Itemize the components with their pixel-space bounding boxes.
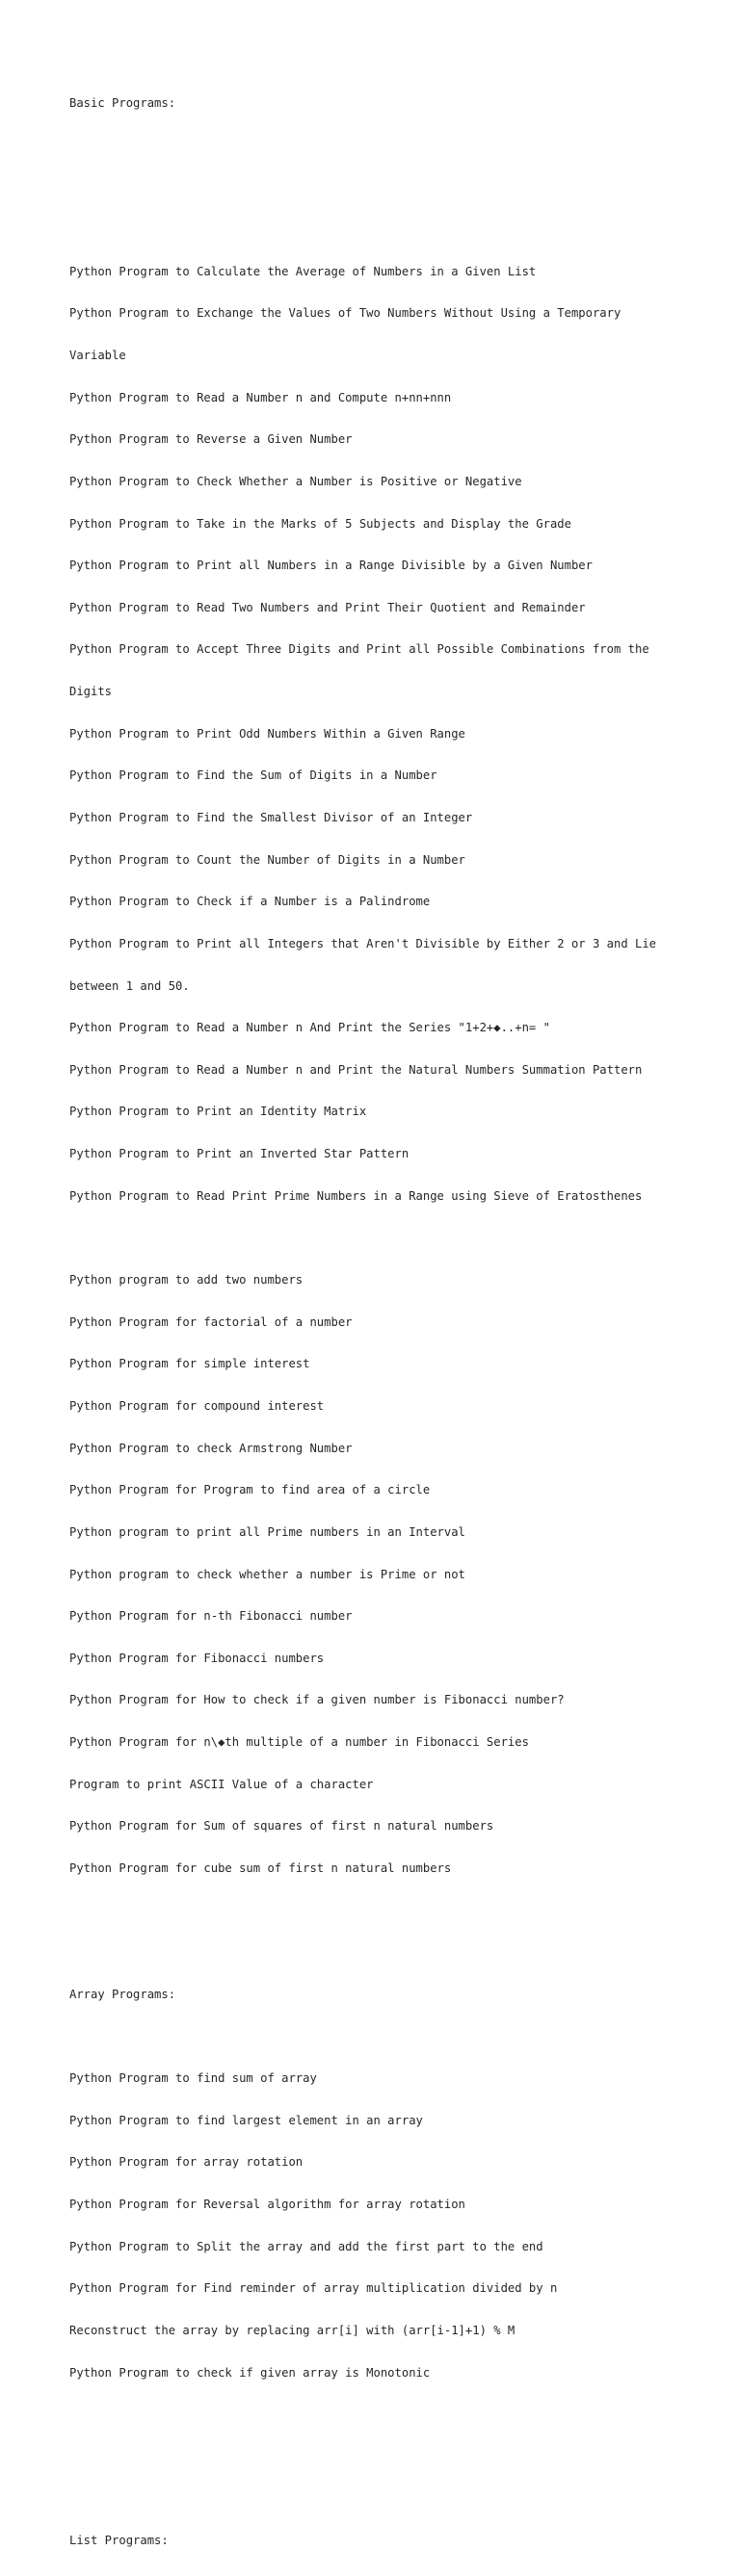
list-item: Python Program for n\◆th multiple of a number in Fibonacci Series [69,1735,529,1750]
list-item: Python Program to Find the Smallest Divisor of an Integer [69,810,473,824]
blank-line [69,2450,725,2464]
list-item: Python Program for n-th Fibonacci number [69,1609,353,1624]
list-item: Python program to add two numbers [69,1273,304,1288]
list-item: Python Program to Check if a Number is a Palindrome [69,895,431,909]
list-item: Python Program for How to check if a given number is Fibonacci number? [69,1693,565,1707]
list-item: Python Program for array rotation [69,2155,304,2170]
blank-line [69,1945,725,1960]
list-item: Python Program to check if given array is Monotonic [69,2365,431,2380]
list-item: Python Program to find sum of array [69,2071,317,2086]
list-item: Python Program to Read a Number n and Print the Natural Numbers Summation Pattern [69,1062,643,1077]
list-item: Python program to print all Prime numbers in an Interval [69,1524,465,1539]
list-item: Python Program to Split the array and add the first part to the end [69,2239,543,2253]
list-item: Python Program to Reverse a Given Number [69,432,353,447]
list-item: Digits [69,685,113,699]
list-item: Python Program to Print Odd Numbers Within a Given Range [69,726,465,741]
list-item: Python Program for factorial of a number [69,1314,353,1329]
list-item: Python Program for Sum of squares of first n natural numbers [69,1819,494,1834]
list-item: Python Program for cube sum of first n natural numbers [69,1861,452,1875]
list-item: Python Program to Print an Inverted Star Pattern [69,1147,410,1161]
blank-line [69,222,725,237]
list-item: Reconstruct the array by replacing arr[i] with (arr[i-1]+1) % M [69,2324,515,2338]
list-item: Python Program for Fibonacci numbers [69,1651,325,1665]
blank-line [69,139,725,153]
list-item: Python Program for Reversal algorithm for array rotation [69,2198,465,2212]
document-text [69,68,725,2576]
list-item: Python Program to Read a Number n and Compute n+nn+nnn [69,390,452,404]
section-heading-array: Array Programs: [69,1987,176,2001]
list-item: Python Program to Check Whether a Number is Positive or Negative [69,474,522,488]
list-item: Python Program to Count the Number of Digits in a Number [69,852,465,867]
list-item: Python Program to Print all Integers that Aren't Divisible by Either 2 or 3 and Lie [69,936,657,950]
blank-line [69,2030,725,2044]
list-item: Python Program to Read a Number n And Print the Series "1+2+◆..+n= " [69,1021,550,1035]
blank-line [69,1904,725,1918]
list-item: Python Program to Read Print Prime Numbers in a Range using Sieve of Eratosthenes [69,1188,643,1203]
list-item: Python Program to Accept Three Digits and Print all Possible Combinations from the [69,642,649,657]
list-item: between 1 and 50. [69,978,190,993]
list-item: Python Program to Exchange the Values of Two Numbers Without Using a Temporary [69,306,621,321]
blank-line [69,2492,725,2507]
section-heading-basic: Basic Programs: [69,96,176,111]
blank-line [69,180,725,195]
list-item: Python Program to Find the Sum of Digits in a Number [69,768,437,783]
list-item: Python Program to check Armstrong Number [69,1441,353,1455]
list-item: Python Program to find largest element in an array [69,2113,423,2127]
list-item: Python Program for Find reminder of array multiplication divided by n [69,2281,558,2296]
list-item: Python Program for compound interest [69,1398,325,1413]
list-item: Python Program to Take in the Marks of 5 Subjects and Display the Grade [69,516,571,531]
list-item: Python Program to Print all Numbers in a Range Divisible by a Given Number [69,559,593,573]
list-item: Variable [69,348,126,362]
list-item: Program to print ASCII Value of a character [69,1777,374,1791]
blank-line [69,1231,725,1245]
list-item: Python Program for simple interest [69,1357,310,1371]
list-item: Python Program to Print an Identity Matrix [69,1105,367,1119]
list-item: Python program to check whether a number is Prime or not [69,1567,465,1581]
list-item: Python Program for Program to find area of a circle [69,1483,431,1497]
section-heading-list: List Programs: [69,2534,169,2548]
blank-line [69,2407,725,2422]
list-item: Python Program to Calculate the Average of Numbers in a Given List [69,264,537,278]
list-item: Python Program to Read Two Numbers and Print Their Quotient and Remainder [69,600,586,614]
